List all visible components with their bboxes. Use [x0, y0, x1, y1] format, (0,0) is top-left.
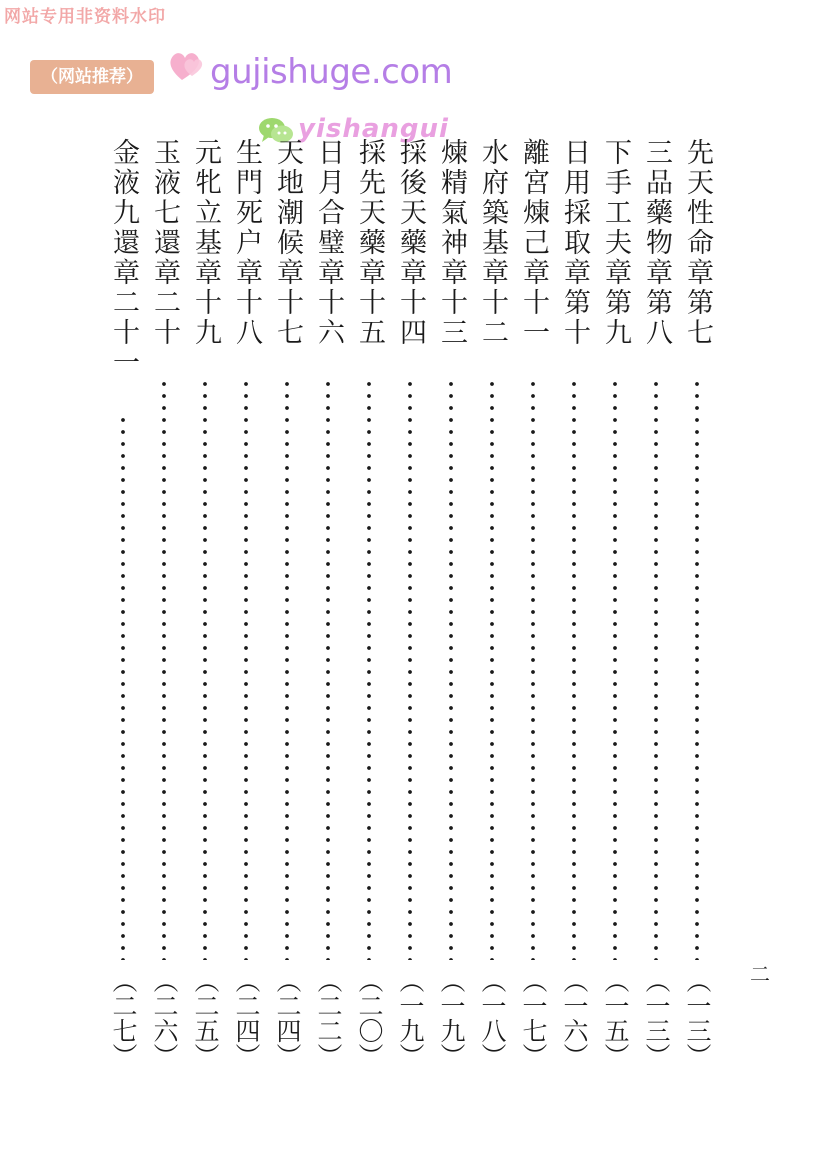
dot-leader — [406, 378, 414, 960]
toc-entry-page: （二七） — [109, 968, 138, 1068]
toc-entry-page: （二六） — [150, 968, 179, 1068]
toc-entry[interactable] — [516, 138, 550, 1068]
dot-leader — [693, 378, 701, 960]
toc-entry[interactable] — [106, 138, 140, 1068]
watermark-secondary: yishangui — [298, 114, 449, 144]
dot-leader — [201, 378, 209, 960]
toc-entry[interactable] — [639, 138, 673, 1068]
heart-icon — [168, 46, 208, 86]
toc-entry[interactable] — [434, 138, 468, 1068]
dot-leader — [324, 378, 332, 960]
toc-entry-title: 先天性命章第七 — [682, 138, 713, 348]
toc-entry[interactable] — [270, 138, 304, 1068]
toc-entry-title: 天地潮候章十七 — [272, 138, 303, 348]
toc-entry-title: 金液九還章二十一 — [108, 138, 139, 378]
toc-entry-page: （二五） — [191, 968, 220, 1068]
dot-leader — [283, 378, 291, 960]
dot-leader — [488, 378, 496, 960]
toc-entry-title: 採先天藥章十五 — [354, 138, 385, 348]
site-recommend-badge: （网站推荐） — [30, 60, 154, 94]
dot-leader — [365, 378, 373, 960]
dot-leader — [119, 414, 127, 960]
page-number: 二 — [750, 962, 770, 986]
toc-entry-title: 三品藥物章第八 — [641, 138, 672, 348]
toc-entry-page: （二四） — [273, 968, 302, 1068]
toc-entry[interactable] — [598, 138, 632, 1068]
toc-entry[interactable] — [311, 138, 345, 1068]
dot-leader — [242, 378, 250, 960]
dot-leader — [160, 378, 168, 960]
toc-entry-page: （一九） — [396, 968, 425, 1068]
site-url[interactable]: gujishuge.com — [210, 52, 453, 92]
toc-entry[interactable] — [229, 138, 263, 1068]
toc-entry-title: 元牝立基章十九 — [190, 138, 221, 348]
toc-entry[interactable] — [475, 138, 509, 1068]
toc-entry-page: （一八） — [478, 968, 507, 1068]
toc-entry-page: （一六） — [560, 968, 589, 1068]
toc-entry-title: 日用採取章第十 — [559, 138, 590, 348]
toc-entry[interactable] — [680, 138, 714, 1068]
dot-leader — [529, 378, 537, 960]
toc-entry-title: 日月合璧章十六 — [313, 138, 344, 348]
toc-entry-title: 水府築基章十二 — [477, 138, 508, 348]
dot-leader — [570, 378, 578, 960]
dot-leader — [447, 378, 455, 960]
toc-entry[interactable] — [393, 138, 427, 1068]
toc-entry-title: 玉液七還章二十 — [149, 138, 180, 348]
dot-leader — [652, 378, 660, 960]
watermark-top-text: 网站专用非资料水印 — [4, 7, 166, 27]
toc-entry-title: 離宮煉己章十一 — [518, 138, 549, 348]
toc-entry-page: （一三） — [683, 968, 712, 1068]
dot-leader — [611, 378, 619, 960]
toc-entry-page: （二〇） — [355, 968, 384, 1068]
toc-entry-title: 煉精氣神章十三 — [436, 138, 467, 348]
toc-entry[interactable] — [352, 138, 386, 1068]
toc-entry-page: （一三） — [642, 968, 671, 1068]
toc-entry[interactable] — [147, 138, 181, 1068]
toc-entry-title: 下手工夫章第九 — [600, 138, 631, 348]
toc-entry[interactable] — [188, 138, 222, 1068]
toc-entry-page: （一七） — [519, 968, 548, 1068]
toc-entry[interactable] — [557, 138, 591, 1068]
toc-entry-page: （二四） — [232, 968, 261, 1068]
toc-entry-page: （二二） — [314, 968, 343, 1068]
toc-entry-page: （一五） — [601, 968, 630, 1068]
toc-entry-title: 生門死户章十八 — [231, 138, 262, 348]
toc-entry-page: （一九） — [437, 968, 466, 1068]
toc-entry-title: 採後天藥章十四 — [395, 138, 426, 348]
